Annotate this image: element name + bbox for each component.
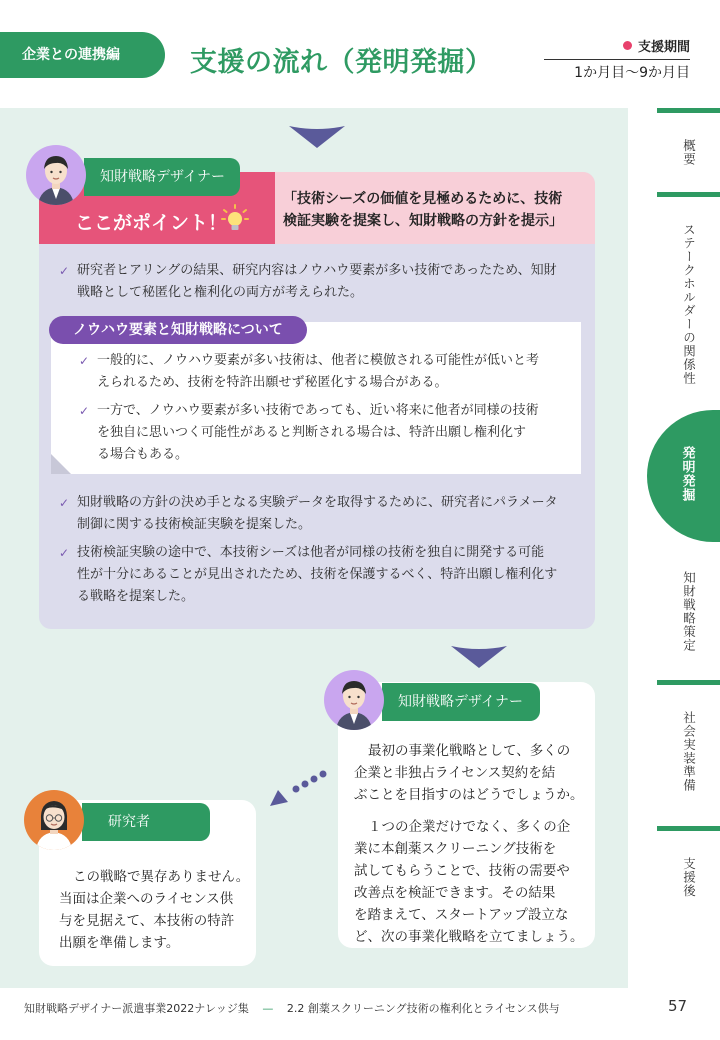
bubble-line: 出願を準備します。 bbox=[59, 935, 180, 951]
period-label: 支援期間 bbox=[637, 40, 690, 55]
bubble-line: 当面は企業へのライセンス供 bbox=[59, 891, 234, 907]
check-item-line: ✓ 研究者ヒアリングの結果、研究内容はノウハウ要素が多い技術であったため、知財 bbox=[77, 263, 557, 278]
dotted-arrow-icon bbox=[266, 768, 330, 812]
point-card-body bbox=[57, 260, 585, 304]
knowhow-note-body bbox=[77, 350, 567, 466]
designer-avatar bbox=[324, 670, 384, 730]
check-item bbox=[57, 542, 585, 608]
footer-chapter: 2.2 創薬スクリーニング技術の権利化とライセンス供与 bbox=[286, 1002, 560, 1015]
lightbulb-icon bbox=[221, 204, 249, 234]
check-item bbox=[77, 400, 567, 466]
side-nav-label: ステークホルダーの関係性 bbox=[681, 223, 697, 385]
researcher-bubble-body bbox=[59, 866, 251, 954]
bubble-line: 与を見据えて、本技術の特許 bbox=[59, 913, 235, 929]
check-item-line: ✓ 技術検証実験の途中で、本技術シーズは他者が同様の技術を独自に開発する可能 bbox=[77, 545, 545, 560]
page-number: 57 bbox=[668, 997, 688, 1015]
period-label-row bbox=[544, 36, 690, 55]
side-nav-item-stakeholders[interactable] bbox=[657, 192, 720, 392]
side-nav-item-overview[interactable] bbox=[657, 108, 720, 186]
designer-avatar bbox=[26, 145, 86, 205]
check-item-line: 戦略として秘匿化と権利化の両方が考えられた。 bbox=[77, 285, 364, 300]
man-face-icon bbox=[26, 145, 86, 205]
side-nav-item-ip-strategy[interactable] bbox=[657, 545, 720, 675]
check-item bbox=[77, 350, 567, 394]
check-item-line: ✓ 一般的に、ノウハウ要素が多い技術は、他者に模倣される可能性が低いと考 bbox=[97, 353, 540, 368]
check-item-line: 制御に関する技術検証実験を提案した。 bbox=[77, 517, 312, 532]
check-item bbox=[57, 260, 585, 304]
flow-arrow-down-icon bbox=[449, 644, 509, 670]
section-tab: 企業との連携編 bbox=[0, 32, 165, 78]
page-fold-corner bbox=[51, 454, 71, 474]
flow-arrow-down-icon bbox=[287, 124, 347, 150]
check-item-line: る場合もある。 bbox=[97, 447, 189, 462]
check-item bbox=[57, 492, 585, 536]
man-face-icon bbox=[324, 670, 384, 730]
bubble-line: 業に本創薬スクリーニング技術を bbox=[354, 841, 557, 857]
bubble-line: を踏まえて、スタートアップ設立な bbox=[354, 907, 569, 923]
point-quote bbox=[275, 172, 595, 244]
point-quote-line: 検証実験を提案し、知財戦略の方針を提示」 bbox=[283, 213, 563, 229]
knowhow-note-title: ノウハウ要素と知財戦略について bbox=[49, 316, 307, 344]
bubble-line: ぶことを目指すのはどうでしょうか。 bbox=[354, 787, 584, 803]
bubble-line: この戦略で異存ありません。 bbox=[73, 869, 250, 885]
side-nav-label: 発明発掘 bbox=[679, 446, 695, 502]
bubble-line: 最初の事業化戦略として、多くの bbox=[368, 743, 571, 759]
period-value: 1か月目〜9か月目 bbox=[574, 65, 690, 81]
check-item-line: 性が十分にあることが見出されたため、技術を保護するべく、特許出願し権利化す bbox=[77, 567, 558, 582]
researcher-role-tag: 研究者 bbox=[82, 803, 210, 841]
bubble-line: 試してもらうことで、技術の需要や bbox=[354, 863, 570, 879]
check-item-line: を独自に思いつく可能性があると判断される場合は、特許出願し権利化す bbox=[97, 425, 527, 440]
side-nav-label: 概要 bbox=[681, 139, 697, 166]
point-label: ここがポイント！ bbox=[75, 212, 228, 234]
designer-role-tag: 知財戦略デザイナー bbox=[382, 683, 540, 721]
researcher-avatar bbox=[24, 790, 84, 850]
support-period bbox=[544, 36, 690, 82]
designer-bubble-body bbox=[354, 740, 586, 948]
period-divider bbox=[544, 59, 690, 60]
check-item-line: ✓ 知財戦略の方針の決め手となる実験データを取得するために、研究者にパラメータ bbox=[77, 495, 558, 510]
footer-publication: 知財戦略デザイナー派遣事業2022ナレッジ集 bbox=[24, 1002, 249, 1015]
woman-face-icon bbox=[24, 790, 84, 850]
designer-speech-bubble bbox=[338, 682, 595, 948]
bubble-line: 企業と非独占ライセンス契約を結 bbox=[354, 765, 556, 781]
knowhow-note-box bbox=[51, 322, 581, 474]
side-nav-item-social-implementation[interactable] bbox=[657, 680, 720, 820]
check-item-line: る戦略を提案した。 bbox=[77, 589, 195, 604]
check-item-line: えられるため、技術を特許出願せず秘匿化する場合がある。 bbox=[97, 375, 448, 390]
footer bbox=[24, 1000, 560, 1016]
point-card bbox=[39, 172, 595, 629]
side-nav-label: 知財戦略策定 bbox=[681, 571, 697, 652]
point-card-body-lower bbox=[57, 492, 585, 608]
side-nav-item-invention-discovery[interactable] bbox=[647, 410, 720, 542]
page-title: 支援の流れ（発明発掘） bbox=[190, 47, 493, 78]
check-item-line: ✓ 一方で、ノウハウ要素が多い技術であっても、近い将来に他者が同様の技術 bbox=[97, 403, 539, 418]
period-dot-icon bbox=[623, 41, 632, 50]
bubble-line: １つの企業だけでなく、多くの企 bbox=[368, 819, 571, 835]
designer-role-tag: 知財戦略デザイナー bbox=[84, 158, 240, 196]
side-nav-item-after-support[interactable] bbox=[657, 826, 720, 926]
footer-separator: — bbox=[262, 1002, 274, 1015]
side-nav-label: 社会実装準備 bbox=[681, 711, 697, 792]
side-nav-label: 支援後 bbox=[681, 857, 697, 898]
bubble-line: ど、次の事業化戦略を立てましょう。 bbox=[354, 929, 584, 945]
bubble-line: 改善点を検証できます。その結果 bbox=[354, 885, 556, 901]
point-quote-line: 「技術シーズの価値を見極めるために、技術 bbox=[283, 191, 563, 207]
